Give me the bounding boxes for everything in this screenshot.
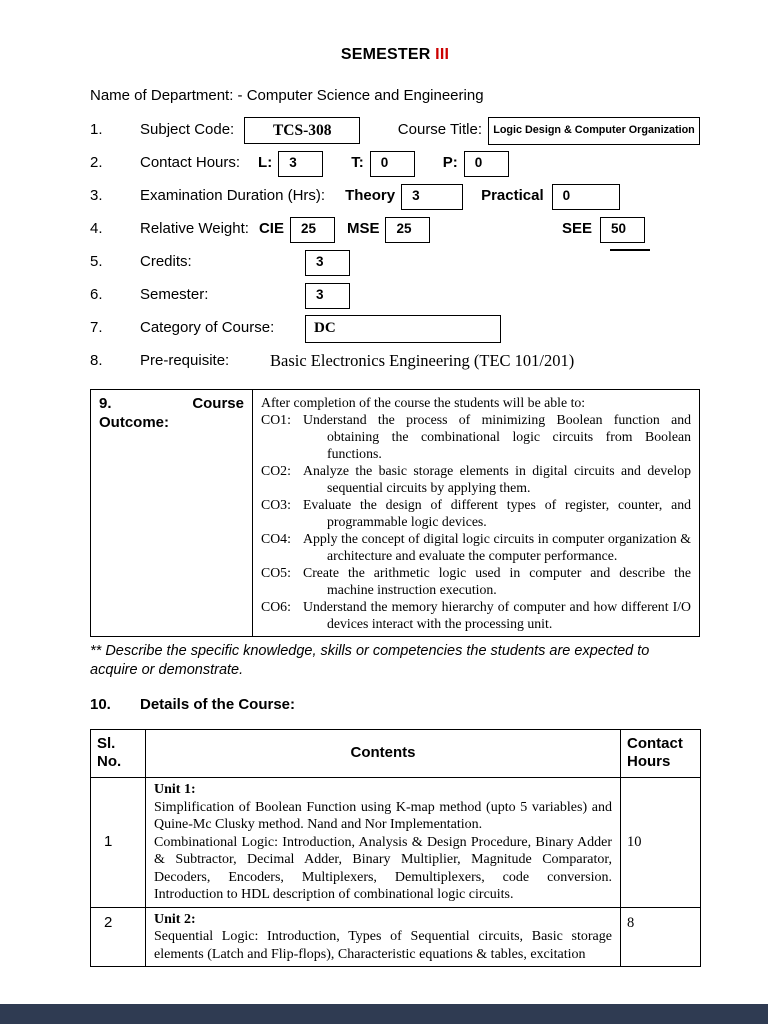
header-sl-no: Sl. No. (91, 729, 146, 778)
row-contents (146, 778, 621, 908)
outcome-word-course: Course (192, 394, 244, 412)
credits-box (305, 250, 350, 276)
semester-label: Semester: (140, 286, 209, 304)
outcome-item (261, 496, 691, 530)
title-main: SEMESTER (340, 46, 431, 63)
item-number: 6. (90, 286, 103, 304)
outcome-item-text: Apply the concept of digital logic circuits in computer organization & architecture and evaluate the computer performance. (303, 530, 691, 563)
course-title-box (488, 117, 700, 145)
form-row-subject-code (90, 116, 700, 146)
see-group (562, 217, 645, 243)
outcome-item-label: CO6: (261, 598, 291, 614)
theory-label: Theory (345, 187, 396, 205)
theory-duration-box (401, 184, 463, 210)
cie-weight-box (290, 217, 335, 243)
subject-code-value: TCS-308 (272, 122, 332, 140)
outcome-item (261, 598, 691, 632)
mse-weight-box (385, 217, 430, 243)
mse-weight-value: 25 (396, 221, 412, 237)
credits-value: 3 (316, 254, 324, 270)
item-number: 3. (90, 187, 103, 205)
lecture-hours-value: 3 (289, 155, 297, 171)
course-info-form (90, 116, 700, 377)
header-contact-hours: Contact Hours (621, 729, 701, 778)
table-row (91, 907, 701, 967)
outcome-item-text: Understand the memory hierarchy of computer and how different I/O devices interact with the processing unit. (303, 598, 691, 631)
course-details-table (90, 729, 701, 968)
outcome-item-label: CO2: (261, 462, 291, 478)
form-row-prerequisite (90, 347, 700, 377)
outcome-footnote: ** Describe the specific knowledge, skills or competencies the students are expected to acquire or demonstrate. (90, 642, 650, 678)
outcome-item (261, 530, 691, 564)
unit-title: Unit 1: (154, 782, 196, 797)
see-label: SEE (561, 220, 592, 238)
course-title-label: Course Title: (397, 121, 482, 139)
form-row-category (90, 314, 700, 344)
table-row (91, 778, 701, 908)
row-hours: 10 (621, 778, 701, 908)
subject-code-box (244, 117, 360, 144)
row-number: 2 (91, 907, 146, 967)
category-value: DC (314, 320, 336, 337)
item-number: 4. (90, 220, 103, 238)
practical-label: P: (442, 154, 458, 172)
outcome-item-text: Understand the process of minimizing Boolean function and obtaining the combinational logic circuits from Boolean functions. (303, 411, 691, 461)
subject-code-label: Subject Code: (140, 121, 235, 139)
document-content (90, 0, 700, 967)
row-contents (146, 907, 621, 967)
cie-label: CIE (258, 220, 284, 238)
lecture-label: L: (258, 154, 273, 172)
tutorial-label: T: (351, 154, 364, 172)
practical-duration-value: 0 (562, 188, 571, 204)
page-title (90, 45, 700, 65)
row-number: 1 (91, 778, 146, 908)
item-number: 2. (90, 154, 103, 172)
outcome-item-label: CO4: (261, 530, 291, 546)
semester-box (305, 283, 350, 309)
cie-weight-value: 25 (300, 221, 316, 237)
practical-hours-value: 0 (474, 155, 483, 171)
outcome-label-cell (91, 389, 253, 636)
item-number: 8. (90, 352, 103, 370)
outcome-item-label: CO5: (261, 564, 291, 580)
outcome-word-outcome: Outcome: (99, 413, 170, 431)
title-accent: III (435, 46, 450, 63)
unit-text: Simplification of Boolean Function using K-map method (upto 5 variables) and Quine-Mc Clusky method. Nand and Nor Implementation. (154, 799, 612, 832)
outcome-item (261, 564, 691, 598)
form-row-credits (90, 248, 700, 278)
outcome-item-text: Analyze the basic storage elements in digital circuits and develop sequential circuits by applying them. (303, 462, 691, 495)
see-weight-box (600, 217, 645, 243)
outcome-label-line1 (99, 395, 244, 414)
see-underline-mark (610, 249, 650, 251)
details-number: 10. (90, 695, 111, 713)
prerequisite-value: Basic Electronics Engineering (TEC 101/201) (270, 351, 575, 371)
outcome-item-text: Evaluate the design of different types of register, counter, and programmable logic devices. (303, 496, 691, 529)
exam-duration-label: Examination Duration (Hrs): (140, 187, 326, 205)
outcome-number: 9. (99, 394, 112, 412)
practical-duration-label: Practical (481, 187, 544, 205)
outcome-content-cell (253, 389, 700, 636)
category-label: Category of Course: (140, 319, 275, 337)
course-title-value: Logic Design & Computer Organization (493, 124, 695, 136)
see-weight-value: 50 (611, 221, 627, 237)
header-contents: Contents (146, 729, 621, 778)
tutorial-hours-value: 0 (380, 155, 389, 171)
item-number: 1. (90, 121, 103, 139)
tutorial-hours-box (370, 151, 415, 177)
viewer-footer-bar (0, 1004, 768, 1024)
unit-text: Combinational Logic: Introduction, Analysis & Design Procedure, Binary Adder & Subtractor, Decimal Adder, Binary Multiplier, Magnitude Comparator, Decoders, Encoders, Multiplexers, Demultiplexers, code conversion. Introduction to HDL description of combinational logic circuits. (154, 834, 612, 902)
outcome-item (261, 411, 691, 462)
unit-text: Sequential Logic: Introduction, Types of Sequential circuits, Basic storage elements (Latch and Flip-flops), Characteristic equations & tables, excitation (154, 929, 612, 962)
outcome-row (91, 389, 700, 636)
form-row-exam-duration (90, 182, 700, 212)
form-row-contact-hours (90, 149, 700, 179)
form-row-relative-weight (90, 215, 700, 245)
practical-hours-box (464, 151, 509, 177)
category-box (305, 315, 501, 343)
department-line: Name of Department: - Computer Science and Engineering (90, 87, 484, 104)
table-header-row (91, 729, 701, 778)
outcome-item-text: Create the arithmetic logic used in computer and describe the machine instruction execution. (303, 564, 691, 597)
item-number: 7. (90, 319, 103, 337)
lecture-hours-box (278, 151, 323, 177)
unit-title: Unit 2: (154, 911, 196, 927)
contact-hours-label: Contact Hours: (140, 154, 241, 172)
details-heading (90, 696, 700, 715)
item-number: 5. (90, 253, 103, 271)
mse-label: MSE (346, 220, 380, 238)
outcome-item-label: CO3: (261, 496, 291, 512)
row-hours: 8 (621, 907, 701, 967)
outcome-intro: After completion of the course the students will be able to: (261, 394, 586, 410)
details-title: Details of the Course: (140, 695, 296, 713)
practical-duration-box (552, 184, 620, 210)
relative-weight-label: Relative Weight: (140, 220, 249, 238)
form-row-semester (90, 281, 700, 311)
semester-value: 3 (316, 287, 324, 303)
see-box-wrap (600, 217, 645, 243)
outcome-item-label: CO1: (261, 411, 291, 427)
outcome-item (261, 462, 691, 496)
prerequisite-label: Pre-requisite: (140, 352, 230, 370)
theory-duration-value: 3 (412, 188, 420, 204)
credits-label: Credits: (140, 253, 192, 271)
course-outcome-table (90, 389, 700, 637)
